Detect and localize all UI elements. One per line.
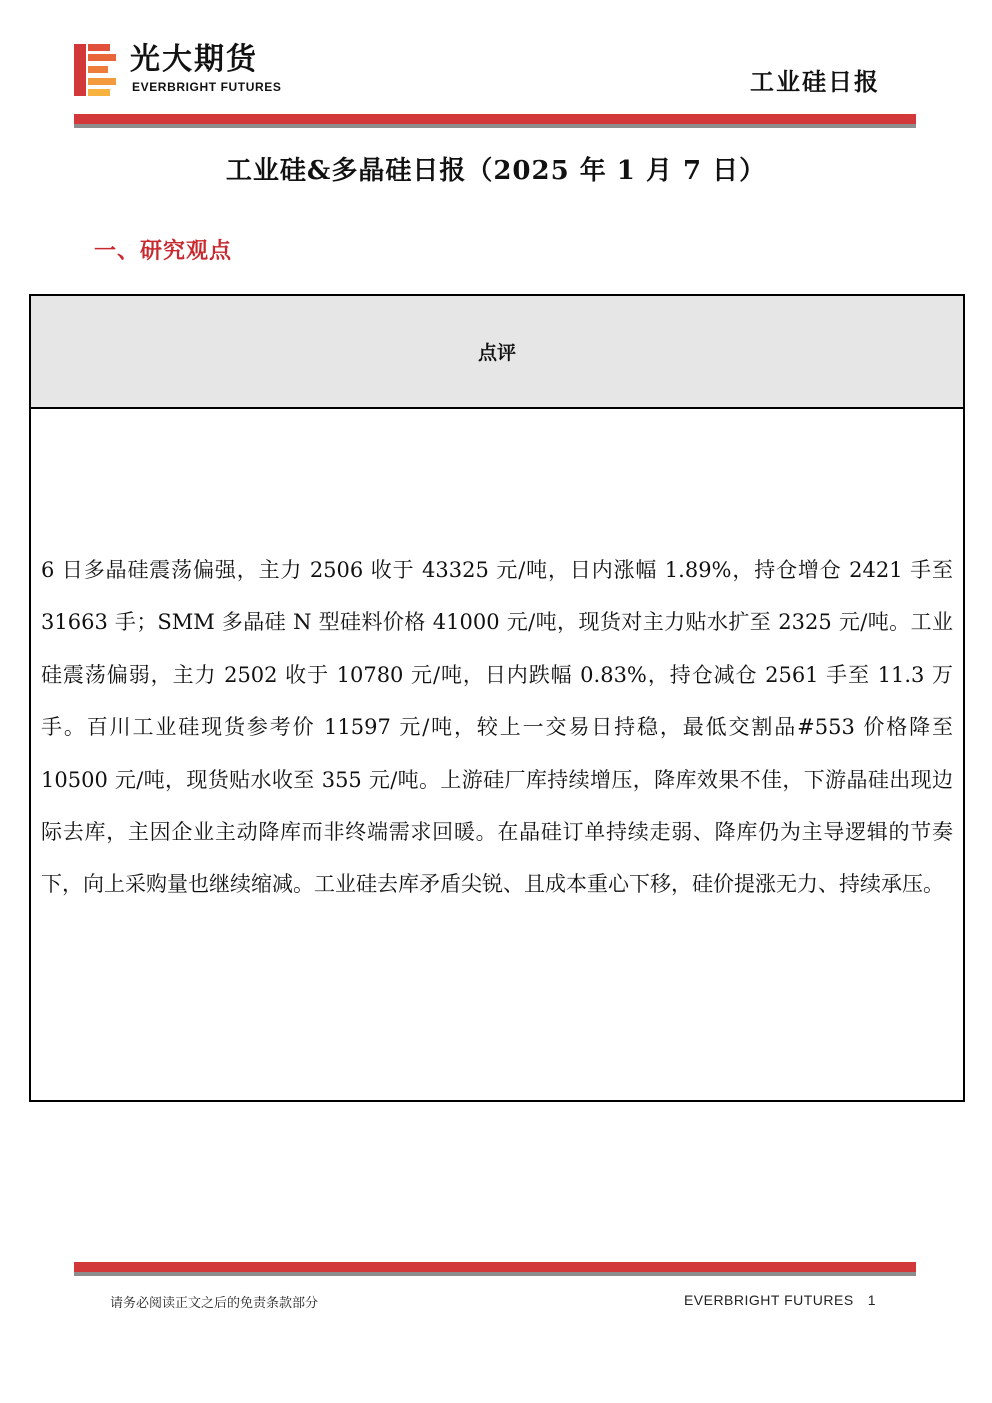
header-divider <box>74 114 916 128</box>
section-heading: 一、研究观点 <box>94 238 233 264</box>
footer-brand <box>684 1292 876 1308</box>
brand-name-cn: 光大期货 <box>130 42 258 77</box>
comment-box-header: 点评 <box>31 296 963 409</box>
report-title: 工业硅&多晶硅日报（2025 年 1 月 7 日） <box>225 156 767 186</box>
brand-logo <box>74 40 334 100</box>
document-type: 工业硅日报 <box>750 67 880 96</box>
footer-disclaimer: 请务必阅读正文之后的免责条款部分 <box>110 1296 319 1311</box>
comment-box-body: 6 日多晶硅震荡偏强，主力 2506 收于 43325 元/吨，日内涨幅 1.89%，持仓增仓 2421 手至 31663 手；SMM 多晶硅 N 型硅料价格 41000 元/吨，现货对主力贴水扩至 2325 元/吨。工业硅震荡偏弱，主力 2502 收于 10780 元/吨，日内跌幅 0.83%，持仓减仓 2561 手至 11.3 万手。百川工业硅现货参考价 11597 元/吨，较上一交易日持稳，最低交割品#553 价格降至 10500 元/吨，现货贴水收至 355 元/吨。上游硅厂库持续增压，降库效果不佳，下游晶硅出现边际去库，主因企业主动降库而非终端需求回暖。在晶硅订单持续走弱、降库仍为主导逻辑的节奏下，向上采购量也继续缩减。工业硅去库矛盾尖锐、且成本重心下移，硅价提涨无力、持续承压。 <box>41 558 953 897</box>
page-number: 1 <box>867 1292 876 1308</box>
everbright-logo-icon <box>74 44 118 96</box>
footer-brand-en: EVERBRIGHT FUTURES <box>683 1292 854 1308</box>
footer-divider <box>74 1262 916 1276</box>
brand-name-en: EVERBRIGHT FUTURES <box>132 80 282 94</box>
comment-box <box>29 294 965 1102</box>
